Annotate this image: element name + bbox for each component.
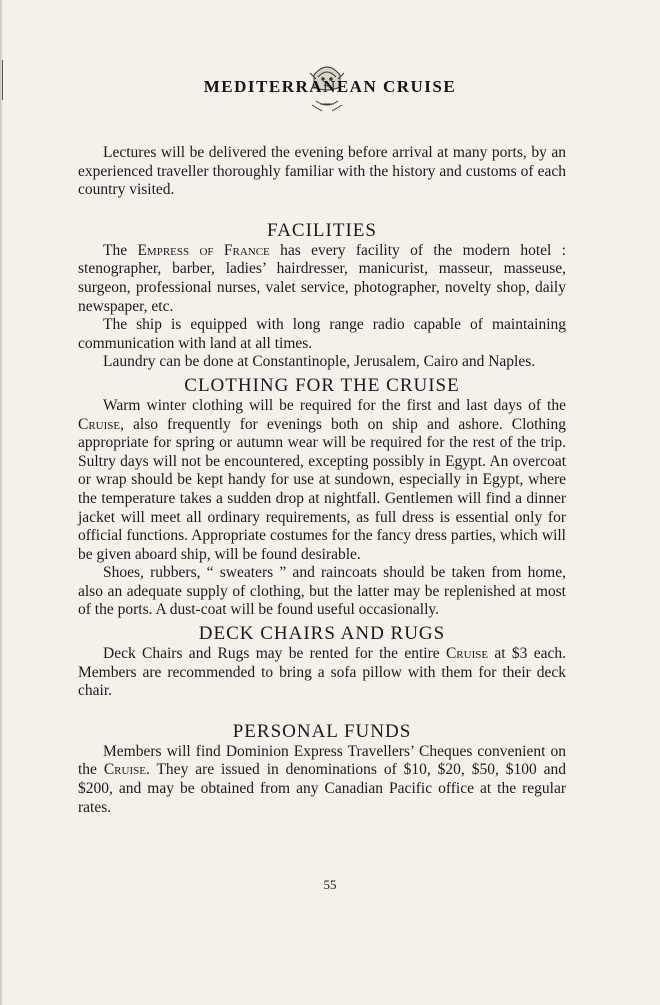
clothing-paragraph-1	[78, 397, 566, 564]
page-header	[0, 55, 660, 117]
ship-name: Empress of France	[137, 241, 270, 259]
facilities-heading: FACILITIES	[267, 219, 377, 241]
intro-paragraph: Lectures will be delivered the evening before arrival at many ports, by an experienced traveller thoroughly familiar with the history and customs of each country visited.	[78, 144, 566, 199]
deck-chairs-heading: DECK CHAIRS AND RUGS	[198, 623, 446, 645]
cruise-word: Cruise	[445, 645, 489, 663]
facilities-paragraph-3: Laundry can be done at Constantinople, Jerusalem, Cairo and Naples.	[103, 353, 536, 371]
cruise-word: Cruise	[103, 761, 146, 779]
facilities-the: The	[103, 241, 128, 259]
personal-funds-heading: PERSONAL FUNDS	[232, 720, 412, 742]
clothing-heading: CLOTHING FOR THE CRUISE	[184, 374, 460, 396]
deck-chairs-text-a: Deck Chairs and Rugs may be rented for the entire	[103, 645, 440, 663]
facilities-paragraph-1	[78, 242, 566, 316]
clothing-paragraph-2: Shoes, rubbers, “ sweaters ” and raincoats should be taken from home, also an adequate supply of clothing, but the latter may be replenished at most of the ports. A dust-coat will be found useful occasionally.	[78, 564, 566, 619]
clothing-text-a: Warm winter clothing will be required for the first and last days of the	[103, 396, 566, 414]
page-number: 55	[323, 877, 337, 892]
page-content	[78, 144, 566, 817]
funds-text-b: . They are issued in denominations of $10, $20, $50, $100 and $200, and may be obtained from any Canadian Pacific office at the regular rates.	[78, 761, 566, 816]
facilities-paragraph-2: The ship is equipped with long range radio capable of maintaining communication with land at all times.	[78, 316, 566, 352]
running-title: MEDITERRANEAN CRUISE	[203, 77, 457, 96]
personal-funds-paragraph	[78, 743, 566, 817]
clothing-text-b: , also frequently for evenings both on ship and ashore. Clothing appropriate for spring or autumn wear will be required for the rest of the trip. Sultry days will not be encountered, excepting possibly in Egypt. An overcoat or wrap should be kept handy for use at sundown, especially in Egypt, where the temperature takes a sudden drop at nightfall. Gentlemen will find a dinner jacket will meet all ordinary requirements, as full dress is essential only for official functions. Appropriate costumes for the fancy dress parties, which will be given aboard ship, will be found desirable.	[78, 415, 566, 563]
facilities-text: has every facility of the modern hotel : stenographer, barber, ladies’ hairdresser, manicurist, masseur, masseuse, surgeon, professional nurses, valet service, photographer, novelty shop, daily newspaper, etc.	[78, 241, 566, 315]
deck-chairs-paragraph	[78, 645, 566, 701]
page-edge	[0, 0, 3, 1005]
deck-chairs-text-b: at $3 each. Members are recommended to bring a sofa pillow with them for their deck chair.	[78, 645, 567, 700]
cruise-word: Cruise	[78, 415, 121, 433]
funds-text-a: Members will find Dominion Express Travellers’ Cheques convenient on the	[78, 742, 566, 779]
